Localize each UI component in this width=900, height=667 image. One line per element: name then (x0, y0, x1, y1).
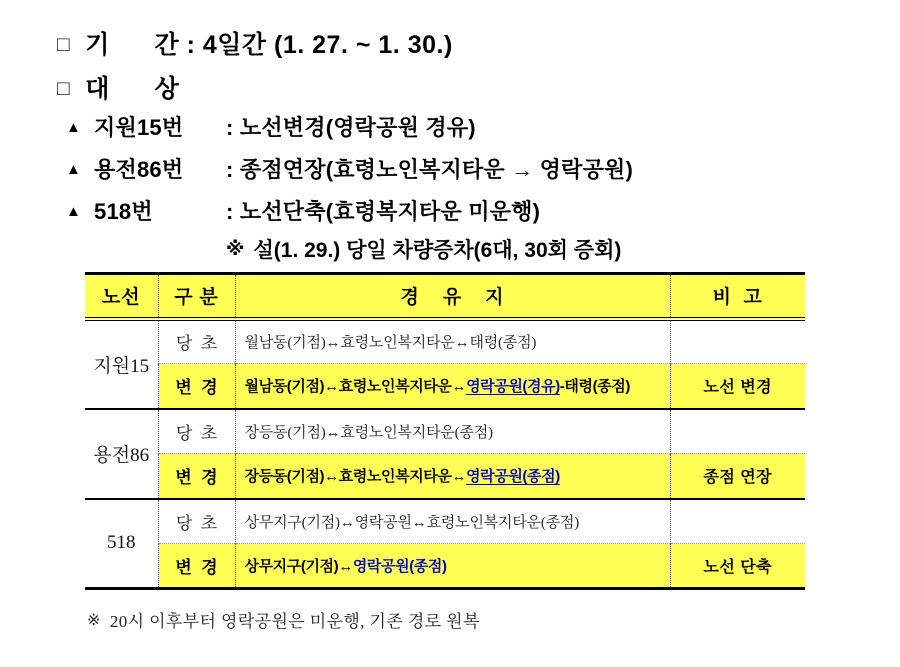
via-highlight-segment: 영락공원(종점) (466, 468, 560, 486)
via-cell: 상무지구(기점)↔영락공원↔효령노인복지타운(종점) (235, 499, 670, 544)
via-cell: 장등동(기점)↔효령노인복지타운(종점) (235, 409, 670, 454)
route-name-cell: 용전86 (85, 409, 158, 499)
square-bullet-icon: □ (57, 32, 71, 56)
category-cell: 변 경 (158, 364, 235, 409)
via-highlight-segment: 영락공원(경유) (466, 378, 560, 396)
via-cell (235, 364, 670, 409)
category-cell: 당 초 (158, 409, 235, 454)
footnote (87, 607, 480, 632)
via-cell (235, 454, 670, 499)
via-segment: -태령(종점) (559, 378, 630, 396)
remarks-cell (670, 319, 805, 364)
route-name-cell: 지원15 (85, 319, 158, 409)
table-row-518-changed (85, 544, 805, 589)
lunar-newyear-note-text: 설(1. 29.) 당일 차량증차(6대, 30회 증회) (253, 239, 622, 262)
route-item-jiwon15 (66, 111, 476, 142)
triangle-bullet-icon: ▲ (66, 203, 82, 220)
square-bullet-icon: □ (57, 76, 71, 100)
remarks-cell: 종점 연장 (670, 454, 805, 499)
triangle-bullet-icon: ▲ (66, 161, 82, 178)
route-item-label: 지원15번 (94, 115, 184, 140)
table-row-jiwon15-changed (85, 364, 805, 409)
target-line (57, 69, 179, 105)
table-row-jiwon15-original (85, 319, 805, 364)
remarks-cell: 노선 단축 (670, 544, 805, 589)
route-item-desc: : 종점연장(효령노인복지타운 → 영락공원) (226, 157, 633, 182)
triangle-bullet-icon: ▲ (66, 119, 82, 136)
target-text: 대 상 (85, 75, 180, 103)
table-row-yongjeon86-changed (85, 454, 805, 499)
lunar-newyear-note (226, 234, 621, 264)
remarks-cell (670, 499, 805, 544)
route-item-label: 518번 (94, 199, 153, 224)
via-segment: 장등동(기점)↔효령노인복지타운↔ (244, 468, 467, 486)
via-cell: 월남동(기점)↔효령노인복지타운↔태령(종점) (235, 319, 670, 364)
route-item-desc: : 노선단축(효령복지타운 미운행) (226, 199, 541, 224)
table-header-row (85, 274, 805, 319)
col-header-via: 경 유 지 (235, 274, 670, 319)
category-cell: 변 경 (158, 454, 235, 499)
via-segment: 상무지구(기점)↔ (244, 558, 353, 575)
via-cell (235, 544, 670, 589)
category-cell: 변 경 (158, 544, 235, 589)
period-line (57, 25, 453, 61)
route-item-yongjeon86 (66, 153, 633, 184)
remarks-cell: 노선 변경 (670, 364, 805, 409)
table-row-yongjeon86-original (85, 409, 805, 454)
category-cell: 당 초 (158, 499, 235, 544)
footnote-text: 20시 이후부터 영락공원은 미운행, 기존 경로 원복 (109, 612, 480, 631)
table-row-518-original (85, 499, 805, 544)
reference-mark-icon: ※ (87, 611, 101, 629)
route-name-cell: 518 (85, 499, 158, 589)
col-header-remarks: 비 고 (670, 274, 805, 319)
period-text: 기 간 : 4일간 (1. 27. ~ 1. 30.) (85, 31, 453, 59)
col-header-category: 구 분 (158, 274, 235, 319)
via-highlight-segment: 영락공원(종점) (352, 558, 447, 575)
route-item-518 (66, 195, 540, 226)
route-change-table (85, 272, 805, 590)
category-cell: 당 초 (158, 319, 235, 364)
reference-mark-icon: ※ (226, 238, 245, 260)
remarks-cell (670, 409, 805, 454)
col-header-route: 노선 (85, 274, 158, 319)
route-item-label: 용전86번 (94, 157, 184, 182)
route-item-desc: : 노선변경(영락공원 경유) (226, 115, 476, 140)
via-segment: 월남동(기점)↔효령노인복지타운↔ (244, 378, 467, 396)
